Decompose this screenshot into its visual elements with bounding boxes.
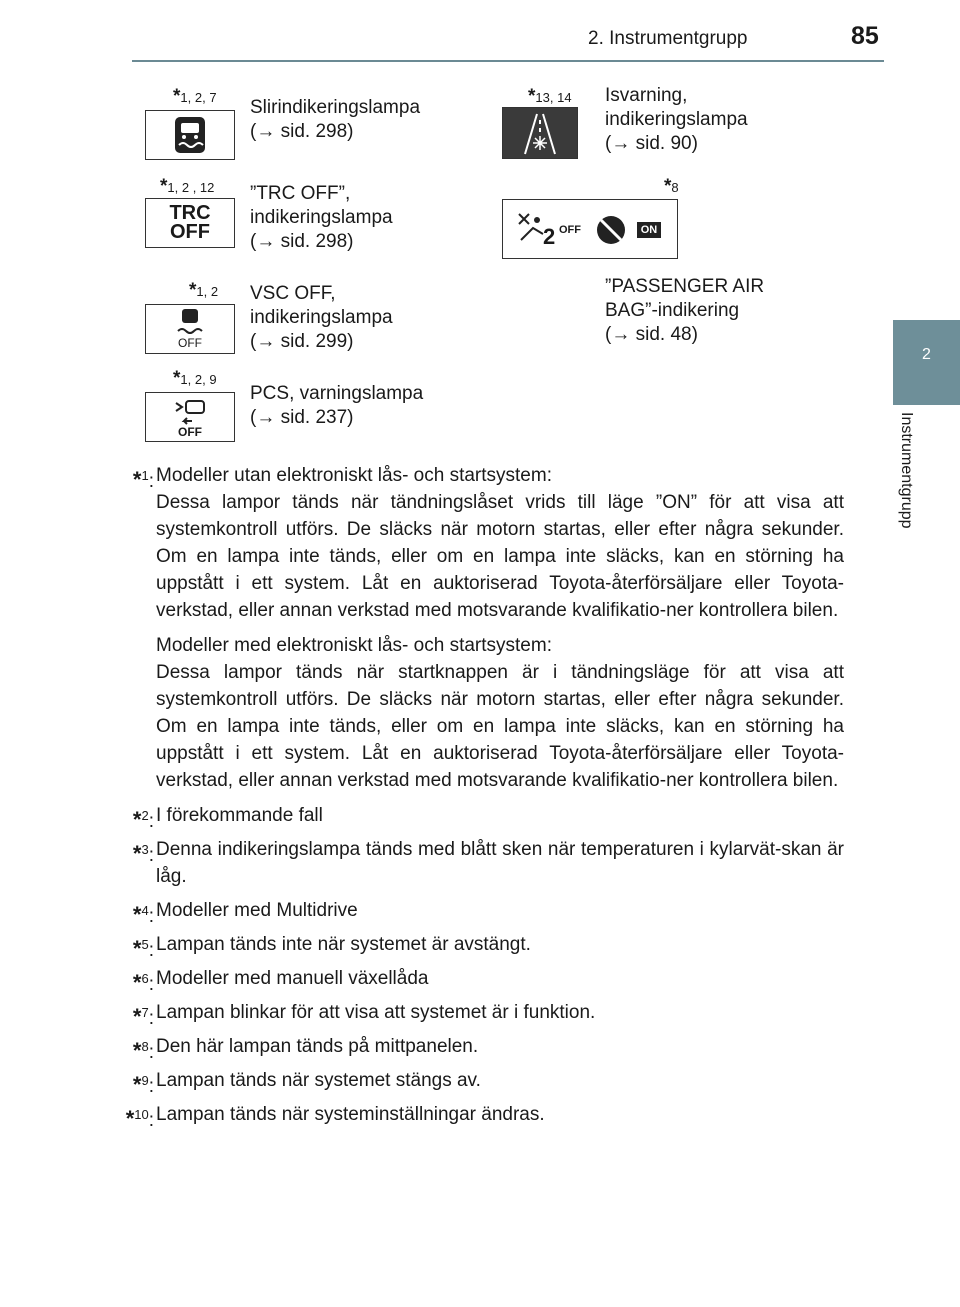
header-rule	[132, 60, 884, 62]
passenger-airbag-icon: 2 OFF ON	[502, 199, 678, 259]
ice-warning-icon	[502, 107, 578, 159]
page-number: 85	[851, 22, 879, 50]
trc-off-icon: TRC OFF	[145, 198, 235, 248]
footnote-item: *$^1$: Modeller utan elektroniskt lås- och startsystem: Dessa lampor tänds när tändningslåset vrids till läge ”ON” för att visa att systemkontroll utförs. De släcks när motorn startas, eller efter några sekunder. Om en lampa inte tänds, eller om en lampa inte släcks, kan en störning ha uppstått i ett system. Låt en auktoriserad Toyota-återförsäljare eller Toyota-verkstad, eller annan verkstad med motsvarande kvalifikatio-ner kontrollera bilen. Modeller med elektroniskt lås- och startsystem: Dessa lampor tänds när startknappen är i tändningsläge för att visa att systemkontroll utförs. De släcks när motorn startas, eller efter några sekunder. Om en lampa inte tänds, eller om en lampa inte släcks, kan en störning ha uppstått i ett system. Låt en auktoriserad Toyota-återförsäljare eller Toyota-verkstad, eller annan verkstad med motsvarande kvalifikatio-ner kontrollera bilen.	[132, 465, 844, 791]
footnote-item: *$^7$: Lampan blinkar för att visa att systemet är i funktion.	[132, 1002, 596, 1029]
footnote-ref: *1, 2, 7	[173, 86, 217, 107]
footnote-item: *$^6$: Modeller med manuell växellåda	[132, 968, 429, 995]
indicator-label: PCS, varningslampa (→ sid. 237)	[250, 383, 424, 428]
pcs-off-icon: OFF	[145, 392, 235, 442]
vsc-off-icon: OFF	[145, 304, 235, 354]
footnote-item: *$^3$: Denna indikeringslampa tänds med blått sken när temperaturen i kylarvät-skan är låg.	[132, 839, 844, 887]
footnote-item: *$^8$: Den här lampan tänds på mittpanelen.	[132, 1036, 479, 1063]
footnote-item: *$^4$: Modeller med Multidrive	[132, 900, 358, 927]
chapter-label: Instrumentgrupp	[898, 412, 915, 529]
footnote-item: *$^2$: I förekommande fall	[132, 805, 323, 832]
footnote-item: *$^9$: Lampan tänds när systemet stängs av.	[132, 1070, 481, 1097]
footnote-ref: *13, 14	[528, 86, 572, 107]
indicator-label: ”PASSENGER AIR BAG”-indikering (→ sid. 48)	[605, 276, 765, 345]
indicator-label: Slirindikeringslampa (→ sid. 298)	[250, 97, 421, 142]
footnote-ref: *1, 2 , 12	[160, 176, 215, 197]
slip-indicator-icon	[145, 110, 235, 160]
indicator-label: ”TRC OFF”, indikeringslampa (→ sid. 298)	[250, 183, 393, 252]
footnote-ref: *1, 2	[189, 280, 219, 301]
footnote-ref: *1, 2, 9	[173, 368, 217, 389]
footnote-ref: *8	[664, 176, 679, 197]
footnote-item: *$^5$: Lampan tänds inte när systemet är avstängt.	[132, 934, 531, 961]
indicator-label: Isvarning, indikeringslampa (→ sid. 90)	[605, 85, 748, 154]
chapter-number: 2	[922, 346, 931, 363]
section-title: 2. Instrumentgrupp	[588, 28, 748, 49]
footnote-item: *$^{10}$: Lampan tänds när systeminställningar ändras.	[125, 1104, 545, 1131]
footnotes	[104, 462, 844, 1135]
indicator-label: VSC OFF, indikeringslampa (→ sid. 299)	[250, 283, 393, 352]
